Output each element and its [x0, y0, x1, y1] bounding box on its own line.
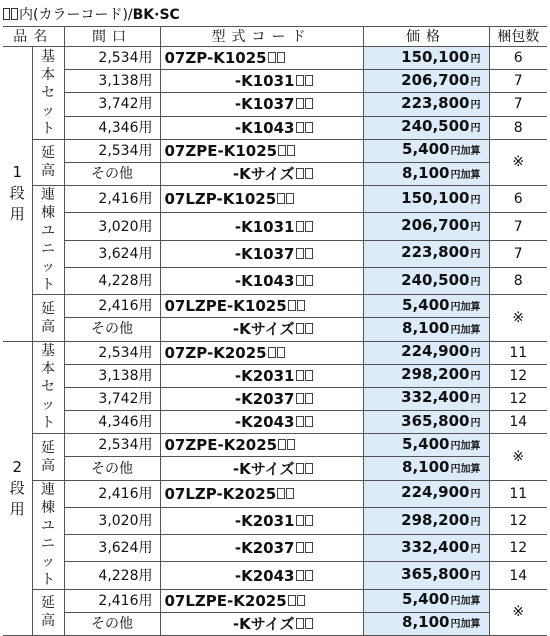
price-cell — [363, 562, 489, 589]
subgroup-label: 延高 — [32, 434, 64, 480]
color-box-icon — [297, 300, 305, 311]
color-box-icon — [296, 75, 304, 86]
color-box-icon — [297, 595, 305, 606]
model-code: 07LZPE-K2025 — [164, 591, 287, 610]
price-unit: 円 — [470, 489, 481, 501]
color-box-icon — [296, 416, 304, 427]
model-code-cell — [160, 116, 363, 139]
table-row — [3, 589, 547, 612]
width-cell: 2,416用 — [64, 480, 160, 507]
model-code: -Kサイズ — [232, 459, 295, 478]
color-box-icon — [288, 595, 296, 606]
color-box-icon — [305, 393, 313, 404]
model-code: -K2037 — [234, 539, 295, 558]
price-value: 5,400 — [402, 590, 450, 609]
price-unit: 円加算 — [450, 324, 481, 336]
subgroup-label: 延高 — [32, 139, 64, 185]
table-row — [3, 295, 547, 318]
table-row — [3, 186, 547, 213]
price-unit: 円 — [470, 516, 481, 528]
model-code-cell — [160, 364, 363, 387]
width-cell: 4,228用 — [64, 267, 160, 294]
color-box-icon — [296, 393, 304, 404]
price-cell — [363, 341, 489, 364]
price-cell — [363, 480, 489, 507]
width-cell: 4,346用 — [64, 116, 160, 139]
model-code-cell — [160, 186, 363, 213]
price-cell — [363, 457, 489, 480]
price-unit: 円加算 — [450, 596, 481, 608]
pack-count-cell: 11 — [489, 480, 547, 507]
table-caption — [3, 4, 180, 26]
color-box-icon — [305, 122, 313, 133]
pack-count-cell: ※ — [489, 139, 547, 185]
price-cell — [363, 186, 489, 213]
price-value: 5,400 — [402, 140, 450, 159]
table-row — [3, 535, 547, 562]
pack-count-cell: 11 — [489, 341, 547, 364]
color-box-icon — [305, 168, 313, 179]
color-box-icon — [305, 221, 313, 232]
table-row — [3, 162, 547, 185]
model-code: -K1031 — [234, 72, 295, 91]
color-box-icon — [286, 488, 294, 499]
price-unit: 円 — [470, 123, 481, 135]
model-code: -Kサイズ — [232, 165, 295, 184]
price-value: 298,200 — [401, 365, 470, 384]
price-value: 206,700 — [401, 216, 470, 234]
color-box-icon — [296, 323, 304, 334]
color-box-icon — [277, 193, 285, 204]
pack-count-cell: 14 — [489, 411, 547, 434]
price-value: 150,100 — [401, 188, 470, 207]
model-code-cell — [160, 507, 363, 534]
model-code-cell — [160, 70, 363, 93]
pack-count-cell: 12 — [489, 387, 547, 410]
color-box-icon — [296, 370, 304, 381]
pack-count-cell: 14 — [489, 562, 547, 589]
width-cell: 2,416用 — [64, 589, 160, 612]
price-value: 150,100 — [401, 47, 470, 66]
model-code-cell — [160, 93, 363, 116]
model-code: 07ZPE-K1025 — [164, 141, 278, 160]
pack-count-cell: 8 — [489, 267, 547, 294]
price-value: 5,400 — [402, 295, 450, 314]
model-code-cell — [160, 267, 363, 294]
price-unit: 円加算 — [450, 146, 481, 158]
pack-count-cell: 12 — [489, 535, 547, 562]
price-unit: 円 — [470, 276, 481, 288]
model-code-cell — [160, 341, 363, 364]
pack-count-cell: ※ — [489, 295, 547, 341]
table-row — [3, 507, 547, 534]
table-row — [3, 213, 547, 240]
model-code-cell — [160, 387, 363, 410]
price-value: 8,100 — [402, 458, 450, 477]
price-cell — [363, 240, 489, 267]
model-code: -K1037 — [234, 244, 295, 263]
col-header-name: 品名 — [3, 27, 64, 47]
price-unit: 円 — [470, 543, 481, 555]
color-box-icon — [305, 463, 313, 474]
price-unit: 円 — [470, 348, 481, 360]
table-row — [3, 93, 547, 116]
price-cell — [363, 47, 489, 70]
color-box-icon — [296, 98, 304, 109]
price-cell — [363, 162, 489, 185]
model-code: 07LZP-K2025 — [164, 484, 277, 503]
model-code: 07LZP-K1025 — [164, 190, 277, 209]
pack-count-cell: 6 — [489, 47, 547, 70]
width-cell: 3,624用 — [64, 535, 160, 562]
color-box-icon — [287, 145, 295, 156]
price-unit: 円 — [470, 222, 481, 233]
model-code: -K2031 — [234, 512, 295, 530]
col-header-pack: 梱包数 — [489, 27, 547, 47]
price-unit: 円 — [470, 53, 481, 65]
color-box-icon — [277, 488, 285, 499]
table-row — [3, 387, 547, 410]
color-box-icon — [305, 570, 313, 581]
model-code-cell — [160, 213, 363, 240]
color-box-icon — [296, 618, 304, 629]
price-unit: 円加算 — [450, 619, 481, 631]
color-box-icon — [296, 570, 304, 581]
model-code-cell — [160, 318, 363, 341]
price-value: 240,500 — [401, 270, 470, 289]
color-box-icon — [278, 145, 286, 156]
pack-count-cell: ※ — [489, 434, 547, 480]
price-value: 365,800 — [401, 411, 470, 430]
caption-prefix: 内(カラーコード)/ — [19, 7, 133, 23]
price-unit: 円 — [470, 371, 481, 383]
color-box-icon — [11, 8, 18, 20]
color-box-icon — [305, 323, 313, 334]
color-box-icon — [277, 52, 285, 63]
price-unit: 円 — [470, 249, 481, 261]
pack-count-cell: 7 — [489, 240, 547, 267]
width-cell: 2,416用 — [64, 186, 160, 213]
color-box-icon — [296, 515, 304, 526]
col-header-width: 間口 — [64, 27, 160, 47]
color-box-icon — [286, 193, 294, 204]
table-row — [3, 267, 547, 294]
model-code: -K2043 — [234, 413, 295, 432]
color-box-icon — [296, 168, 304, 179]
subgroup-label: 連棟ユニット — [32, 186, 64, 295]
price-unit: 円加算 — [450, 464, 481, 476]
width-cell: 3,138用 — [64, 364, 160, 387]
width-cell: 3,742用 — [64, 387, 160, 410]
width-cell: 4,228用 — [64, 562, 160, 589]
price-value: 8,100 — [402, 163, 450, 182]
table-row — [3, 70, 547, 93]
price-cell — [363, 507, 489, 534]
width-cell: 2,534用 — [64, 139, 160, 162]
table-row — [3, 341, 547, 364]
width-cell: 2,534用 — [64, 341, 160, 364]
color-box-icon — [296, 122, 304, 133]
price-unit: 円 — [470, 394, 481, 406]
model-code: 07LZPE-K1025 — [164, 297, 287, 316]
price-unit: 円 — [470, 99, 481, 111]
price-cell — [363, 411, 489, 434]
price-value: 8,100 — [402, 318, 450, 337]
price-cell — [363, 93, 489, 116]
price-cell — [363, 387, 489, 410]
color-box-icon — [268, 52, 276, 63]
color-box-icon — [305, 370, 313, 381]
price-value: 298,200 — [401, 510, 470, 529]
model-code: -K1037 — [234, 95, 295, 114]
price-cell — [363, 295, 489, 318]
price-cell — [363, 213, 489, 240]
price-cell — [363, 318, 489, 341]
model-code: -K1043 — [234, 118, 295, 137]
price-cell — [363, 116, 489, 139]
table-row — [3, 411, 547, 434]
model-code: -Kサイズ — [232, 320, 295, 339]
price-value: 5,400 — [402, 434, 450, 453]
width-cell: 3,020用 — [64, 507, 160, 534]
price-table — [3, 26, 547, 636]
color-box-icon — [305, 98, 313, 109]
price-cell — [363, 612, 489, 635]
subgroup-label: 基本セット — [32, 47, 64, 140]
model-code-cell — [160, 139, 363, 162]
subgroup-label: 連棟ユニット — [32, 480, 64, 589]
table-row — [3, 318, 547, 341]
model-code: -K2043 — [234, 566, 295, 585]
col-header-price: 価格 — [363, 27, 489, 47]
color-box-icon — [296, 463, 304, 474]
price-unit: 円 — [470, 571, 481, 582]
subgroup-label: 基本セット — [32, 341, 64, 434]
group-label: 1段用 — [3, 47, 32, 342]
table-row — [3, 434, 547, 457]
color-box-icon — [3, 8, 10, 20]
model-code: 07ZP-K1025 — [164, 49, 267, 68]
price-value: 224,900 — [401, 483, 470, 502]
color-box-icon — [296, 248, 304, 259]
header-row — [3, 27, 547, 47]
price-cell — [363, 535, 489, 562]
price-unit: 円 — [470, 417, 481, 429]
width-cell: 3,742用 — [64, 93, 160, 116]
table-row — [3, 364, 547, 387]
price-unit: 円 — [470, 76, 481, 88]
price-value: 332,400 — [401, 388, 470, 407]
model-code: 07ZPE-K2025 — [164, 436, 278, 455]
pack-count-cell: 7 — [489, 213, 547, 240]
price-cell — [363, 364, 489, 387]
width-cell: その他 — [64, 318, 160, 341]
price-value: 8,100 — [402, 613, 450, 632]
price-value: 365,800 — [401, 565, 470, 583]
width-cell: その他 — [64, 612, 160, 635]
model-code-cell — [160, 240, 363, 267]
price-value: 332,400 — [401, 537, 470, 556]
pack-count-cell: 7 — [489, 93, 547, 116]
price-value: 206,700 — [401, 70, 470, 89]
width-cell: その他 — [64, 162, 160, 185]
color-box-icon — [296, 542, 304, 553]
model-code-cell — [160, 295, 363, 318]
group-label: 2段用 — [3, 341, 32, 636]
color-box-icon — [278, 439, 286, 450]
model-code-cell — [160, 162, 363, 185]
width-cell: 3,138用 — [64, 70, 160, 93]
price-value: 240,500 — [401, 117, 470, 136]
price-cell — [363, 70, 489, 93]
model-code-cell — [160, 457, 363, 480]
caption-color-code: BK·SC — [132, 7, 180, 23]
price-cell — [363, 267, 489, 294]
color-box-icon — [268, 347, 276, 358]
price-unit: 円加算 — [450, 301, 481, 313]
table-row — [3, 240, 547, 267]
model-code-cell — [160, 411, 363, 434]
price-cell — [363, 139, 489, 162]
model-code-cell — [160, 480, 363, 507]
color-box-icon — [287, 439, 295, 450]
color-box-icon — [305, 75, 313, 86]
color-box-icon — [305, 416, 313, 427]
model-code-cell — [160, 612, 363, 635]
width-cell: 2,534用 — [64, 47, 160, 70]
price-unit: 円加算 — [450, 169, 481, 181]
table-body — [3, 47, 547, 636]
color-box-icon — [305, 515, 313, 526]
model-code: 07ZP-K2025 — [164, 343, 267, 362]
color-box-icon — [296, 221, 304, 232]
model-code-cell — [160, 434, 363, 457]
pack-count-cell: 6 — [489, 186, 547, 213]
pack-count-cell: 8 — [489, 116, 547, 139]
table-row — [3, 457, 547, 480]
color-box-icon — [305, 248, 313, 259]
table-row — [3, 139, 547, 162]
subgroup-label: 延高 — [32, 295, 64, 341]
table-row — [3, 480, 547, 507]
width-cell: 2,534用 — [64, 434, 160, 457]
col-header-code: 型式コード — [160, 27, 363, 47]
price-value: 223,800 — [401, 93, 470, 112]
price-value: 224,900 — [401, 342, 470, 361]
model-code-cell — [160, 47, 363, 70]
model-code: -K2037 — [234, 389, 295, 408]
price-cell — [363, 589, 489, 612]
pack-count-cell: 12 — [489, 364, 547, 387]
subgroup-label: 延高 — [32, 589, 64, 635]
color-box-icon — [288, 300, 296, 311]
price-unit: 円 — [470, 194, 481, 206]
color-box-icon — [305, 542, 313, 553]
table-row — [3, 612, 547, 635]
pack-count-cell: 7 — [489, 70, 547, 93]
model-code: -K1043 — [234, 272, 295, 290]
model-code: -K2031 — [234, 366, 295, 385]
color-box-icon — [305, 618, 313, 629]
model-code: -Kサイズ — [232, 614, 295, 633]
width-cell: 4,346用 — [64, 411, 160, 434]
width-cell: 3,624用 — [64, 240, 160, 267]
price-value: 223,800 — [401, 243, 470, 262]
pack-count-cell: ※ — [489, 589, 547, 635]
color-box-icon — [305, 275, 313, 286]
color-box-icon — [296, 275, 304, 286]
table-row — [3, 562, 547, 589]
model-code-cell — [160, 562, 363, 589]
pack-count-cell: 12 — [489, 507, 547, 534]
model-code-cell — [160, 589, 363, 612]
table-row — [3, 47, 547, 70]
width-cell: 3,020用 — [64, 213, 160, 240]
model-code: -K1031 — [234, 217, 295, 236]
width-cell: その他 — [64, 457, 160, 480]
price-cell — [363, 434, 489, 457]
color-box-icon — [277, 347, 285, 358]
width-cell: 2,416用 — [64, 295, 160, 318]
model-code-cell — [160, 535, 363, 562]
table-row — [3, 116, 547, 139]
price-unit: 円加算 — [450, 440, 481, 452]
